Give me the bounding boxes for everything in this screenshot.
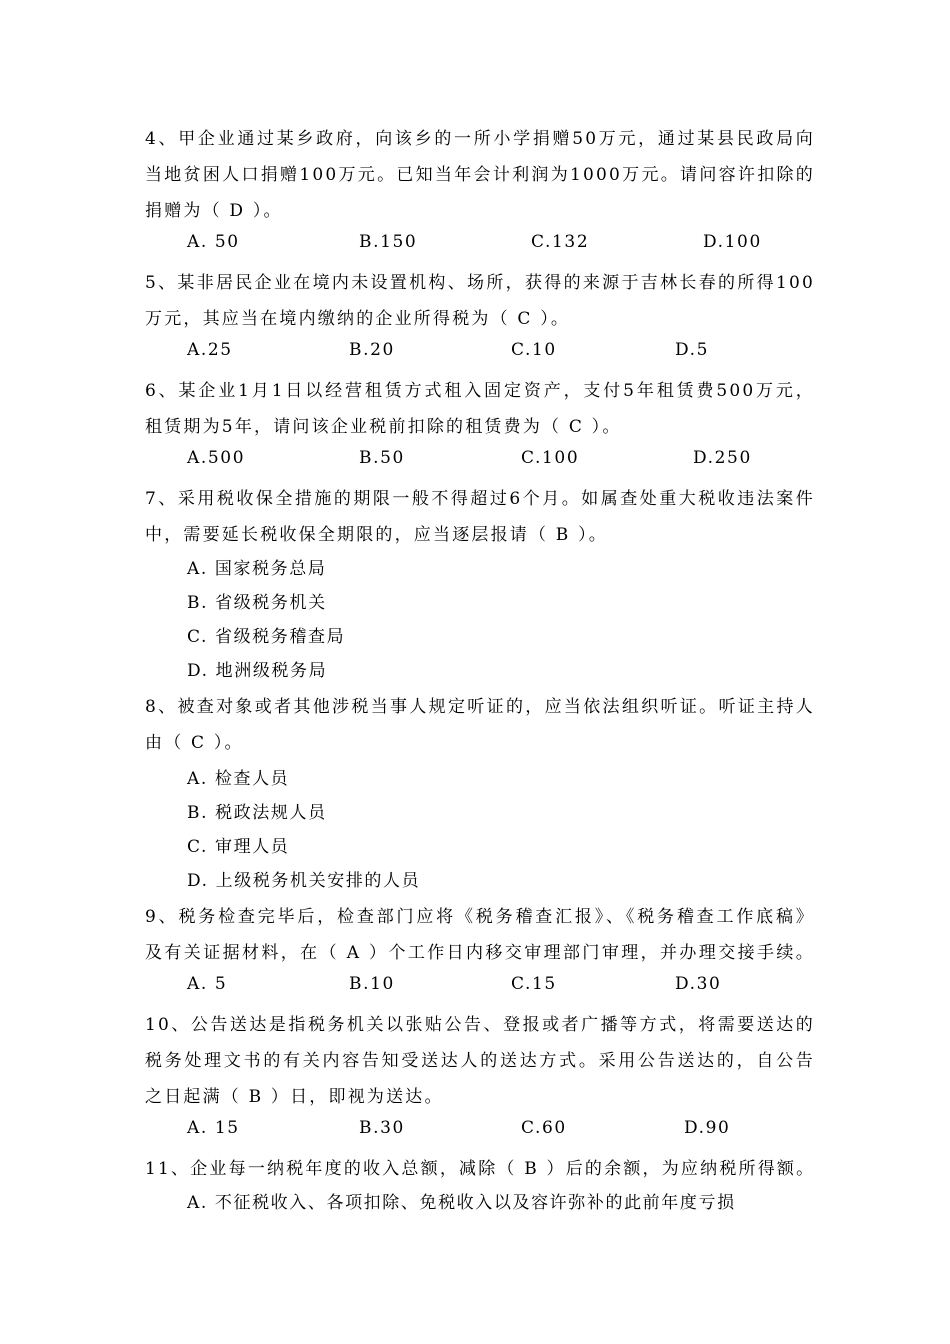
question-10-option-d: D.90 xyxy=(684,1118,731,1138)
question-4-option-a: A. 50 xyxy=(187,232,240,252)
question-8-option-c: C. 审理人员 xyxy=(187,837,290,857)
question-6-option-d: D.250 xyxy=(693,448,752,468)
question-5-option-c: C.10 xyxy=(511,340,557,360)
question-5-option-a: A.25 xyxy=(187,340,233,360)
question-9-line-2: 及有关证据材料，在（ A ）个工作日内移交审理部门审理，并办理交接手续。 xyxy=(145,943,815,963)
question-10-option-a: A. 15 xyxy=(187,1118,240,1138)
question-5-line-1: 5、某非居民企业在境内未设置机构、场所，获得的来源于吉林长春的所得100 xyxy=(145,273,815,293)
question-6-line-2: 租赁期为5年，请问该企业税前扣除的租赁费为（ C ）。 xyxy=(145,417,622,437)
question-4-option-b: B.150 xyxy=(359,232,418,252)
question-7-option-b: B. 省级税务机关 xyxy=(187,593,327,613)
question-10-option-b: B.30 xyxy=(359,1118,405,1138)
question-5-option-b: B.20 xyxy=(349,340,395,360)
question-11-option-a: A. 不征税收入、各项扣除、免税收入以及容许弥补的此前年度亏损 xyxy=(187,1193,736,1213)
question-9-option-c: C.15 xyxy=(511,974,557,994)
question-4-option-d: D.100 xyxy=(703,232,762,252)
question-8-option-b: B. 税政法规人员 xyxy=(187,803,327,823)
question-4-line-1: 4、甲企业通过某乡政府，向该乡的一所小学捐赠50万元，通过某县民政局向 xyxy=(145,129,815,149)
question-6-option-b: B.50 xyxy=(359,448,405,468)
question-4-line-2: 当地贫困人口捐赠100万元。已知当年会计利润为1000万元。请问容许扣除的 xyxy=(145,165,815,185)
question-6-option-a: A.500 xyxy=(187,448,246,468)
question-7-option-c: C. 省级税务稽查局 xyxy=(187,627,346,647)
question-10-line-3: 之日起满（ B ）日，即视为送达。 xyxy=(145,1087,444,1107)
question-7-line-1: 7、采用税收保全措施的期限一般不得超过6个月。如属查处重大税收违法案件 xyxy=(145,489,815,509)
question-10-line-1: 10、公告送达是指税务机关以张贴公告、登报或者广播等方式，将需要送达的 xyxy=(145,1015,815,1035)
question-10-line-2: 税务处理文书的有关内容告知受送达人的送达方式。采用公告送达的，自公告 xyxy=(145,1051,815,1071)
question-9-option-a: A. 5 xyxy=(187,974,228,994)
question-5-line-2: 万元，其应当在境内缴纳的企业所得税为（ C ）。 xyxy=(145,309,571,329)
question-7-option-a: A. 国家税务总局 xyxy=(187,559,327,579)
question-9-option-b: B.10 xyxy=(349,974,395,994)
question-5-option-d: D.5 xyxy=(675,340,710,360)
question-8-line-2: 由（ C ）。 xyxy=(145,733,244,753)
question-8-option-d: D. 上级税务机关安排的人员 xyxy=(187,871,421,891)
question-4-line-3: 捐赠为（ D ）。 xyxy=(145,201,283,221)
question-11-line-1: 11、企业每一纳税年度的收入总额，减除（ B ）后的余额，为应纳税所得额。 xyxy=(145,1159,816,1179)
question-4-option-c: C.132 xyxy=(531,232,590,252)
question-6-line-1: 6、某企业1月1日以经营租赁方式租入固定资产，支付5年租赁费500万元， xyxy=(145,381,815,401)
question-9-line-1: 9、税务检查完毕后，检查部门应将《税务稽查汇报》、《税务稽查工作底稿》 xyxy=(145,907,815,927)
question-8-line-1: 8、被查对象或者其他涉税当事人规定听证的，应当依法组织听证。听证主持人 xyxy=(145,697,815,717)
question-10-option-c: C.60 xyxy=(521,1118,567,1138)
question-9-option-d: D.30 xyxy=(675,974,722,994)
question-6-option-c: C.100 xyxy=(521,448,580,468)
question-7-line-2: 中，需要延长税收保全期限的，应当逐层报请（ B ）。 xyxy=(145,525,608,545)
question-7-option-d: D. 地洲级税务局 xyxy=(187,661,328,681)
question-8-option-a: A. 检查人员 xyxy=(187,769,290,789)
